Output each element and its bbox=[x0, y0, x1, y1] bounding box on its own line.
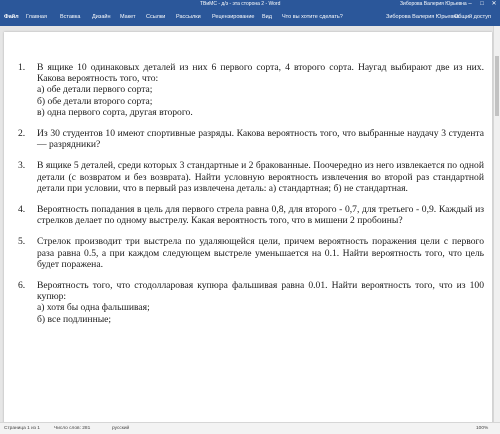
account-name[interactable]: Зиборова Валерия Юрьевна bbox=[400, 1, 467, 7]
window-title: ТВиМС - д/з - эта сторона 2 - Word bbox=[200, 1, 281, 7]
page-count[interactable]: Страница 1 из 1 bbox=[4, 426, 40, 431]
problem-text: Вероятность попадания в цель для первого стрела равна 0,8, для второго - 0,7, для третьего - 0,9. Каждый из стрелков делает по одному выстрелу. Какая вероятность того, что в мишени 2 пробоины? bbox=[37, 204, 484, 227]
problem-4 bbox=[18, 204, 484, 226]
problem-1 bbox=[18, 62, 484, 118]
problem-subitem: а) хотя бы одна фальшивая; bbox=[37, 302, 150, 314]
word-count[interactable]: Число слов: 281 bbox=[54, 426, 91, 431]
tab-layout[interactable]: Макет bbox=[120, 14, 136, 20]
problem-list bbox=[18, 62, 484, 335]
tab-home[interactable]: Главная bbox=[26, 14, 47, 20]
tab-references[interactable]: Ссылки bbox=[146, 14, 166, 20]
zoom-level[interactable]: 100% bbox=[476, 426, 489, 431]
problem-subitem: б) все подлинные; bbox=[37, 313, 112, 325]
problem-6 bbox=[18, 280, 484, 325]
problem-text: Стрелок производит три выстрела по удаляющейся цели, причем вероятность поражения цели с первого раза равна 0.5, а при каждом следующем выстреле уменьшается на 0.1. Найти вероятность того, что цель будет поражена. bbox=[37, 236, 484, 270]
problem-2 bbox=[18, 128, 484, 150]
tell-me-search[interactable]: Что вы хотите сделать? bbox=[282, 14, 343, 20]
status-bar bbox=[0, 422, 500, 434]
problem-number: 5. bbox=[18, 236, 26, 248]
signin-link[interactable]: Зиборова Валерия Юрьевна bbox=[386, 14, 460, 20]
tab-design[interactable]: Дизайн bbox=[92, 14, 111, 20]
problem-text: В ящике 5 деталей, среди которых 3 стандартные и 2 бракованные. Поочередно из него извлекается по одной детали (с возвратом и без возврата). Найти условную вероятность извлечения во второй раз стандартной детали при условии, что в первый раз извлечена деталь: а) стандартная; б) не стандартная. bbox=[37, 160, 484, 194]
ribbon bbox=[0, 8, 500, 26]
problem-text: В ящике 10 одинаковых деталей из них 6 первого сорта, 4 второго сорта. Наугад выбирают две из них. Какова вероятность того, что: bbox=[37, 62, 484, 85]
problem-subitem: б) обе детали второго сорта; bbox=[37, 95, 153, 107]
problem-number: 3. bbox=[18, 160, 26, 172]
document-canvas bbox=[0, 26, 500, 422]
problem-3 bbox=[18, 160, 484, 194]
problem-5 bbox=[18, 236, 484, 270]
problem-text: Из 30 студентов 10 имеют спортивные разряды. Какова вероятность того, что выбранные наудачу 3 студента — разрядники? bbox=[37, 128, 484, 151]
tab-review[interactable]: Рецензирование bbox=[212, 14, 255, 20]
problem-number: 6. bbox=[18, 280, 26, 292]
tab-view[interactable]: Вид bbox=[262, 14, 272, 20]
close-button[interactable]: ✕ bbox=[491, 1, 497, 7]
problem-number: 4. bbox=[18, 204, 26, 216]
vertical-scrollbar[interactable] bbox=[493, 26, 500, 422]
problem-subitem: а) обе детали первого сорта; bbox=[37, 84, 153, 96]
language-indicator[interactable]: русский bbox=[112, 426, 130, 431]
maximize-button[interactable]: □ bbox=[480, 1, 484, 7]
share-button[interactable]: Общий доступ bbox=[454, 14, 491, 20]
title-bar bbox=[0, 0, 500, 8]
tab-file[interactable]: Файл bbox=[4, 14, 19, 20]
problem-number: 2. bbox=[18, 128, 26, 140]
scrollbar-thumb[interactable] bbox=[495, 56, 499, 116]
problem-text: Вероятность того, что стодолларовая купюра фальшивая равна 0.01. Найти вероятность того, что из 100 купюр: bbox=[37, 280, 484, 303]
minimize-button[interactable]: – bbox=[468, 1, 472, 7]
problem-subitem: в) одна первого сорта, другая второго. bbox=[37, 106, 193, 118]
problem-number: 1. bbox=[18, 62, 26, 73]
tab-mailings[interactable]: Рассылки bbox=[176, 14, 201, 20]
tab-insert[interactable]: Вставка bbox=[60, 14, 81, 20]
document-page[interactable] bbox=[4, 32, 492, 422]
